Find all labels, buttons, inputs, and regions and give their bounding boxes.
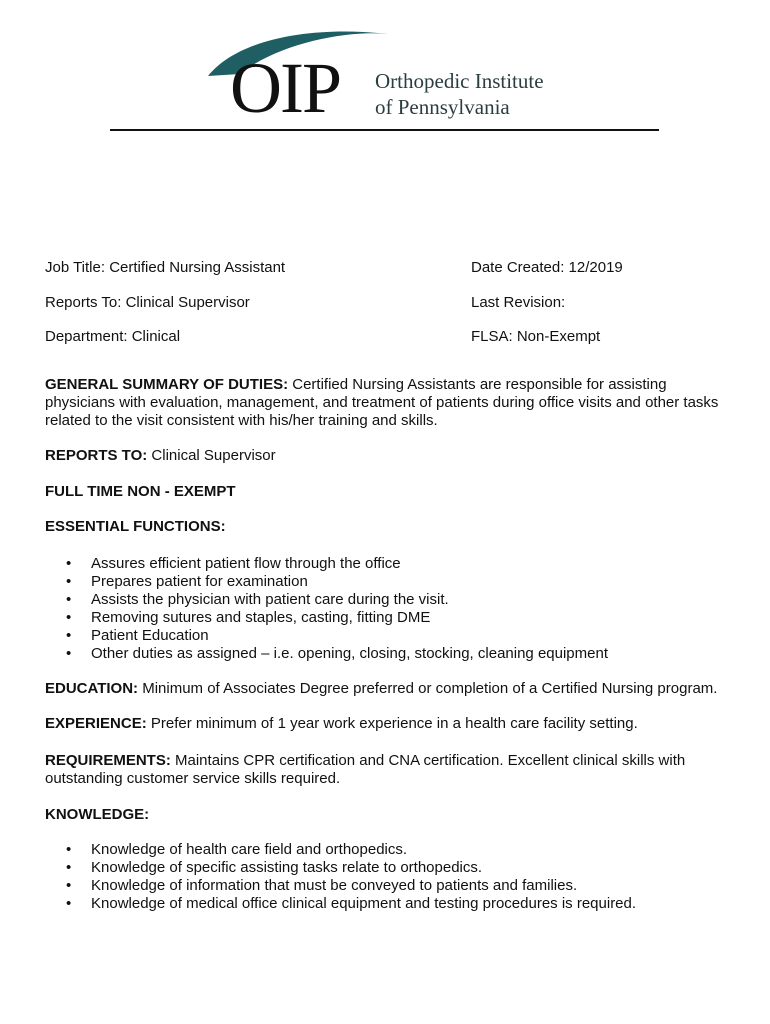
knowledge-label: KNOWLEDGE: [45, 806, 150, 823]
reports-to-text: Clinical Supervisor [147, 447, 276, 464]
education-section [45, 680, 735, 698]
requirements-label: REQUIREMENTS: [45, 752, 171, 769]
logo-name-line1: Orthopedic Institute [375, 69, 544, 93]
reports-to-section [45, 447, 735, 465]
knowledge-list [45, 841, 745, 913]
general-summary-section [45, 376, 735, 430]
general-summary-text: Certified Nursing Assistants are responsible for assisting physicians with evaluation, management, and treatment of patients during office visits and other tasks related to the visit consistent with his/her training and skills. [45, 376, 719, 429]
reports-to-label: REPORTS TO: [45, 447, 148, 464]
list-item: • Knowledge of information that must be conveyed to patients and families. [45, 877, 745, 895]
list-item: • Assists the physician with patient care during the visit. [45, 591, 745, 609]
experience-text: Prefer minimum of 1 year work experience in a health care facility setting. [146, 715, 638, 732]
department: Department: Clinical [45, 328, 181, 345]
essential-functions-list [45, 555, 745, 663]
list-item: • Knowledge of medical office clinical equipment and testing procedures is required. [45, 895, 745, 913]
logo-organization-name [375, 68, 544, 120]
date-created: Date Created: 12/2019 [471, 259, 623, 276]
requirements-text: Maintains CPR certification and CNA certification. Excellent clinical skills with outstanding customer service skills required. [45, 752, 686, 787]
logo-mark: OIP [230, 48, 341, 128]
list-item: • Other duties as assigned – i.e. opening, closing, stocking, cleaning equipment [45, 645, 745, 663]
experience-section [45, 715, 735, 733]
education-text: Minimum of Associates Degree preferred or completion of a Certified Nursing program. [138, 680, 718, 697]
list-item: • Patient Education [45, 627, 745, 645]
oip-logo [200, 24, 580, 128]
knowledge-heading [45, 806, 735, 824]
list-item: • Knowledge of health care field and orthopedics. [45, 841, 745, 859]
general-summary-label: GENERAL SUMMARY OF DUTIES: [45, 376, 289, 393]
list-item: • Removing sutures and staples, casting, fitting DME [45, 609, 745, 627]
education-label: EDUCATION: [45, 680, 139, 697]
requirements-section [45, 752, 735, 788]
flsa-status: FLSA: Non-Exempt [471, 328, 601, 345]
employment-type-label: FULL TIME NON - EXEMPT [45, 483, 236, 500]
experience-label: EXPERIENCE: [45, 715, 147, 732]
last-revision: Last Revision: [471, 294, 566, 311]
essential-functions-label: ESSENTIAL FUNCTIONS: [45, 518, 226, 535]
job-title: Job Title: Certified Nursing Assistant [45, 259, 286, 276]
employment-type [45, 483, 735, 501]
list-item: • Prepares patient for examination [45, 573, 745, 591]
logo-name-line2: of Pennsylvania [375, 95, 510, 119]
essential-functions-heading [45, 518, 735, 536]
list-item: • Knowledge of specific assisting tasks relate to orthopedics. [45, 859, 745, 877]
list-item: • Assures efficient patient flow through the office [45, 555, 745, 573]
header-divider [110, 129, 659, 131]
reports-to-field: Reports To: Clinical Supervisor [45, 294, 250, 311]
